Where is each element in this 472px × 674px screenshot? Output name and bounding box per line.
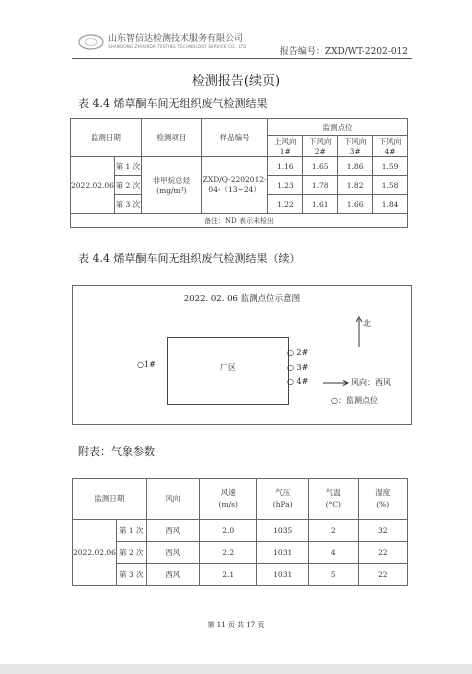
legend-monitoring-point: ○：监测点位 [331, 396, 378, 405]
value-cell: 1.84 [373, 195, 408, 214]
table-row [73, 542, 408, 564]
value-cell: 1.66 [338, 195, 373, 214]
col-header-wind-speed: 风速 (m/s) [199, 479, 256, 520]
humidity-cell: 32 [358, 520, 408, 542]
value-cell: 1.58 [373, 176, 408, 195]
bottom-band [0, 664, 472, 674]
item-cell: 非甲烷总烃(mg/m³) [141, 157, 201, 214]
factory-area-box [167, 337, 289, 405]
round-label: 第 1 次 [114, 157, 141, 176]
value-cell: 1.23 [268, 176, 303, 195]
weather-parameters-table [72, 478, 408, 586]
pressure-cell: 1035 [257, 520, 309, 542]
humidity-cell: 22 [358, 542, 408, 564]
table-row [73, 520, 408, 542]
col-header-points: 监测点位 [268, 119, 408, 136]
exhaust-results-table [70, 118, 408, 228]
col-header-point1: 上风向 1# [268, 136, 303, 157]
wind-dir-cell: 西风 [146, 564, 199, 586]
value-cell: 1.22 [268, 195, 303, 214]
north-label: 北 [363, 319, 371, 328]
col-header-point2: 下风向 2# [303, 136, 338, 157]
diagram-title: 2022. 02. 06 监测点位示意图 [183, 294, 301, 304]
company-logo [78, 33, 104, 51]
table-note: 备注：ND 表示未检出 [71, 214, 408, 228]
col-header-item: 检测项目 [141, 119, 201, 157]
sample-cell: ZXD/Q-2202012-04-（13~24） [201, 157, 267, 214]
col-header-date: 监测日期 [71, 119, 142, 157]
wind-speed-cell: 2.0 [199, 520, 256, 542]
date-cell: 2022.02.06 [73, 520, 117, 586]
point-4-marker: ○ 4# [287, 377, 309, 386]
col-header-pressure: 气压 (hPa) [257, 479, 309, 520]
wind-speed-cell: 2.1 [199, 564, 256, 586]
page-title: 检测报告(续页) [191, 74, 281, 89]
round-label: 第 2 次 [116, 542, 146, 564]
company-name-en: SHANDONG ZHIXINDA TESTING TECHNOLOGY SERVICE CO., LTD [108, 44, 247, 49]
col-header-point4: 下风向 4# [373, 136, 408, 157]
value-cell: 1.61 [303, 195, 338, 214]
col-header-humidity: 湿度 (%) [358, 479, 408, 520]
col-header-point3: 下风向 3# [338, 136, 373, 157]
col-header-date: 监测日期 [73, 479, 147, 520]
wind-dir-cell: 西风 [146, 520, 199, 542]
table-row [73, 564, 408, 586]
temp-cell: 4 [308, 542, 358, 564]
round-label: 第 3 次 [116, 564, 146, 586]
col-header-temp: 气温 (°C) [308, 479, 358, 520]
report-number: 报告编号：ZXD/WT-2202-012 [279, 47, 408, 57]
round-label: 第 2 次 [114, 176, 141, 195]
table2-title: 表 4.4 烯草酮车间无组织废气检测结果（续） [78, 252, 301, 265]
table-row [71, 157, 408, 176]
wind-dir-cell: 西风 [146, 542, 199, 564]
value-cell: 1.65 [303, 157, 338, 176]
table3-title: 附表：气象参数 [78, 445, 155, 458]
value-cell: 1.59 [373, 157, 408, 176]
round-label: 第 3 次 [114, 195, 141, 214]
monitoring-point-diagram [72, 285, 412, 425]
header-divider [72, 58, 412, 59]
humidity-cell: 22 [358, 564, 408, 586]
value-cell: 1.78 [303, 176, 338, 195]
table1-title: 表 4.4 烯草酮车间无组织废气检测结果 [78, 97, 268, 110]
temp-cell: 5 [308, 564, 358, 586]
round-label: 第 1 次 [116, 520, 146, 542]
col-header-sample: 样品编号 [201, 119, 267, 157]
value-cell: 1.16 [268, 157, 303, 176]
value-cell: 1.86 [338, 157, 373, 176]
point-3-marker: ○ 3# [287, 363, 309, 372]
col-header-wind-dir: 风向 [146, 479, 199, 520]
pressure-cell: 1031 [257, 542, 309, 564]
factory-label: 厂区 [220, 363, 236, 372]
wind-speed-cell: 2.2 [199, 542, 256, 564]
value-cell: 1.82 [338, 176, 373, 195]
page-number: 第 11 页 共 17 页 [207, 621, 265, 629]
point-1-marker: ○1# [137, 360, 156, 369]
temp-cell: 2 [308, 520, 358, 542]
company-name-cn: 山东智信达检测技术服务有限公司 [108, 34, 244, 44]
wind-direction-arrow-icon [323, 380, 349, 386]
pressure-cell: 1031 [257, 564, 309, 586]
north-arrow-icon [355, 316, 363, 348]
date-cell: 2022.02.06 [71, 157, 115, 214]
wind-direction-label: 风向：西风 [351, 378, 391, 387]
point-2-marker: ○ 2# [287, 348, 309, 357]
